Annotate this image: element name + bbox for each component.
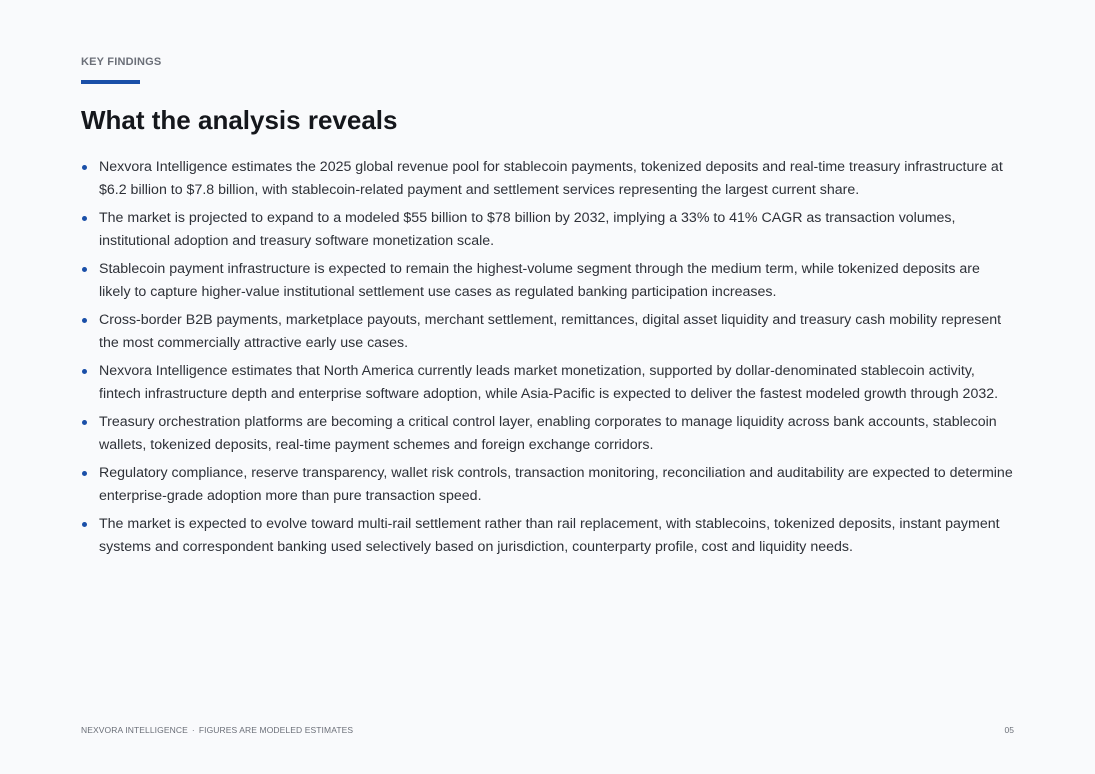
- footer-separator: ·: [191, 725, 195, 735]
- bullet-icon: [82, 318, 87, 323]
- finding-item: [81, 462, 1015, 507]
- finding-text: The market is expected to evolve toward multi-rail settlement rather than rail replacement, with stablecoins, tokenized deposits, instant payment systems and correspondent banking used selectively based on jurisdiction, counterparty profile, cost and liquidity needs.: [99, 516, 1000, 555]
- section-eyebrow: KEY FINDINGS: [81, 56, 162, 68]
- bullet-icon: [82, 471, 87, 476]
- finding-item: [81, 258, 1015, 303]
- finding-text: Regulatory compliance, reserve transparency, wallet risk controls, transaction monitoring, reconciliation and auditability are expected to determine enterprise-grade adoption more than pure transaction speed.: [99, 465, 1013, 504]
- bullet-icon: [82, 165, 87, 170]
- report-page: [81, 0, 1015, 774]
- bullet-icon: [82, 369, 87, 374]
- finding-item: [81, 156, 1015, 201]
- bullet-icon: [82, 216, 87, 221]
- page-number: 05: [1004, 725, 1014, 735]
- footer-brand: NEXVORA INTELLIGENCE: [81, 725, 188, 735]
- footer-note: FIGURES ARE MODELED ESTIMATES: [198, 725, 354, 735]
- finding-text: Treasury orchestration platforms are becoming a critical control layer, enabling corporates to manage liquidity across bank accounts, stablecoin wallets, tokenized deposits, real-time payment schemes and foreign exchange corridors.: [99, 414, 997, 453]
- finding-item: [81, 207, 1015, 252]
- finding-item: [81, 513, 1015, 558]
- bullet-icon: [82, 522, 87, 527]
- accent-bar: [81, 80, 140, 84]
- bullet-icon: [82, 420, 87, 425]
- finding-text: Stablecoin payment infrastructure is expected to remain the highest-volume segment through the medium term, while tokenized deposits are likely to capture higher-value institutional settlement use cases as regulated banking participation increases.: [99, 261, 980, 300]
- findings-list: [81, 156, 1015, 564]
- finding-text: The market is projected to expand to a modeled $55 billion to $78 billion by 2032, implying a 33% to 41% CAGR as transaction volumes, institutional adoption and treasury software monetization scale.: [99, 210, 956, 249]
- footer-credit: [81, 725, 353, 735]
- finding-text: Cross-border B2B payments, marketplace payouts, merchant settlement, remittances, digital asset liquidity and treasury cash mobility represent the most commercially attractive early use cases.: [99, 312, 1002, 351]
- finding-item: [81, 360, 1015, 405]
- finding-item: [81, 411, 1015, 456]
- finding-text: Nexvora Intelligence estimates that North America currently leads market monetization, supported by dollar-denominated stablecoin activity, fintech infrastructure depth and enterprise software adoption, while Asia-Pacific is expected to deliver the fastest modeled growth through 2032.: [99, 363, 999, 402]
- page-title: What the analysis reveals: [81, 105, 398, 135]
- bullet-icon: [82, 267, 87, 272]
- finding-text: Nexvora Intelligence estimates the 2025 global revenue pool for stablecoin payments, tokenized deposits and real-time treasury infrastructure at $6.2 billion to $7.8 billion, with stablecoin-related payment and settlement services representing the largest current share.: [99, 159, 1003, 198]
- finding-item: [81, 309, 1015, 354]
